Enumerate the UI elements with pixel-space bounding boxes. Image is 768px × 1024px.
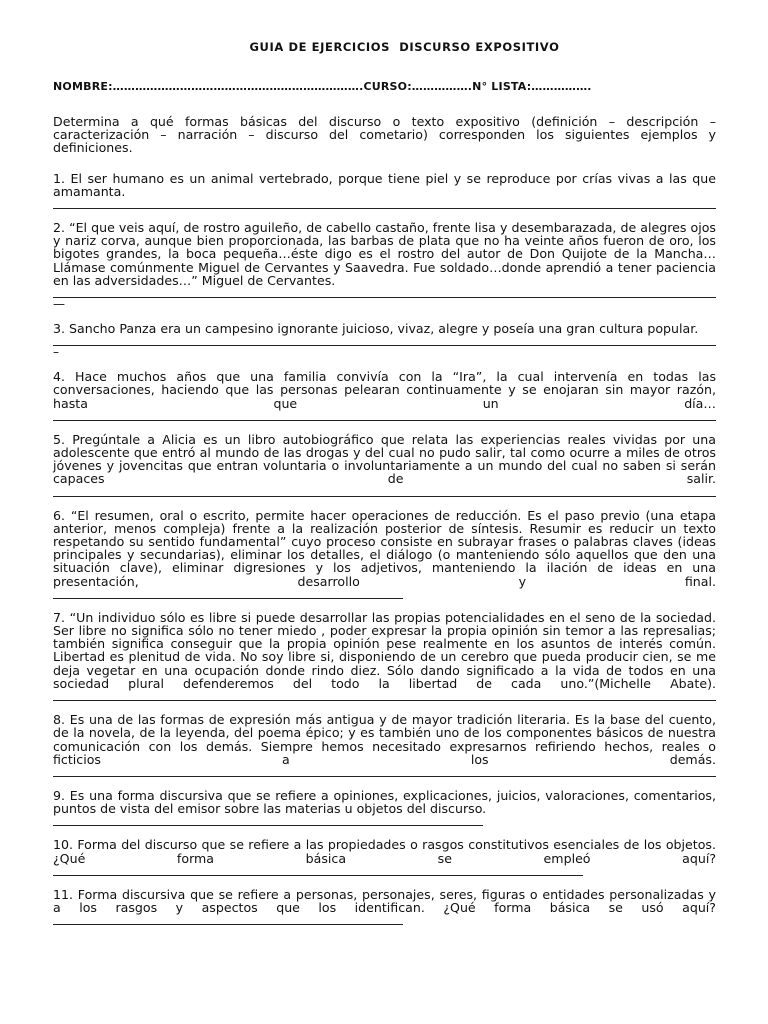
answer-line[interactable] [53,410,716,421]
question-text: 10. Forma del discurso que se refiere a las propiedades o rasgos constitutivos esenciales de los objetos. ¿Qué forma básica se empleó aquí? [53,837,716,866]
answer-line[interactable] [53,486,716,497]
question-text: 1. El ser humano es un animal vertebrado, porque tiene piel y se reproduce por crías vivas a las que amamanta. [53,170,716,199]
question-text: 9. Es una forma discursiva que se refiere a opiniones, explicaciones, juicios, valoraciones, comentarios, puntos de vista del emisor sobre las materias u objetos del discurso. [53,787,716,817]
question-text: 6. “El resumen, oral o escrito, permite hacer operaciones de reducción. Es el paso previo (una etapa anterior, menos compleja) frente a la realización posterior de síntesis. Resumir es reducir un texto respetando su sentido fundamental” cuyo proceso consiste en subrayar frases o palabras claves (ideas principales y secundarias), eliminar los detalles, el diálogo (o manteniendo sólo aquellos que den una situación clave), eliminar digresiones y los adjetivos, manteniendo la ilación de ideas en una presentación, desarrollo y final. [53,507,716,589]
answer-line[interactable] [53,815,483,826]
question-7 [53,611,716,701]
page-title: GUIA DE EJERCICIOS DISCURSO EXPOSITIVO [249,40,560,54]
answer-line-continuation: — [53,297,65,312]
question-text: 8. Es una de las formas de expresión más antigua y de mayor tradición literaria. Es la base del cuento, de la novela, de la leyenda, del poema épico; y es también uno de los componentes básicos de nuestra comunicación con los demás. Siempre hemos necesitado expresarnos refiriendo hechos, reales o ficticios a los demás. [53,712,716,767]
question-9 [53,789,716,826]
answer-line[interactable] [53,335,716,346]
question-4 [53,370,716,421]
question-text: 5. Pregúntale a Alicia es un libro autobiográfico que relata las experiencias reales vividas por una adolescente que entró al mundo de las drogas y del cual no pudo salir, tal como ocurre a miles de otros jóvenes y jovencitas que entran voluntaria o involuntariamente a un mundo del cual no saben si serán capaces de salir. [53,431,716,487]
answer-line[interactable] [53,766,716,777]
question-6 [53,509,716,599]
answer-line[interactable] [53,690,716,701]
question-1 [53,172,716,209]
student-info-line: NOMBRE:………………………………………………………….CURSO:…………….N° LISTA:……………. [53,80,592,93]
question-text: 2. “El que veis aquí, de rostro aguileño, de cabello castaño, frente lisa y desembarazada, de alegres ojos y nariz corva, aunque bien proporcionada, las barbas de plata que no ha veinte años fueron de oro, los bigotes grandes, la boca pequeña…éste digo es el rostro del autor de Don Quijote de la Mancha… Llámase comúnmente Miguel de Cervantes y Saavedra. Fue soldado…donde aprendió a tener paciencia en las adversidades…” Miguel de Cervantes. [53,220,716,288]
question-2 [53,221,716,310]
answer-line[interactable] [53,198,716,209]
question-5 [53,433,716,497]
answer-line-continuation: – [53,345,59,360]
question-text: 3. Sancho Panza era un campesino ignorante juicioso, vivaz, alegre y poseía una gran cultura popular. [53,321,699,337]
question-text: 4. Hace muchos años que una familia convivía con la “Ira”, la cual intervenía en todas las conversaciones, haciendo que las personas pelearan continuamente y se enojaran sin mayor razón, hasta que un día… [53,369,716,411]
question-8 [53,713,716,777]
answer-line[interactable] [53,287,716,298]
question-text: 7. “Un individuo sólo es libre si puede desarrollar las propias potencialidades en el seno de la sociedad. Ser libre no significa sólo no tener miedo , poder expresar la propia opinión sin temor a las represalias; también significa conseguir que la propia opinión pese realmente en los asuntos de interés común. Libertad es plenitud de vida. No soy libre si, disponiendo de un cerebro que pueda producir cien, se me deja vegetar en una ocupación donde rindo diez. Sólo dando significado a la vida de todos en una sociedad plural defenderemos del todo la libertad de cada uno.”(Michelle Abate). [53,609,716,691]
answer-line[interactable] [53,865,583,876]
question-11 [53,888,716,925]
instructions: Determina a qué formas básicas del discurso o texto expositivo (definición – descripción – caracterización – narración – discurso del cometario) corresponden los siguientes ejemplos y definiciones. [53,114,716,156]
answer-line[interactable] [53,914,403,925]
question-10 [53,838,716,875]
question-3 [53,322,716,358]
question-text: 11. Forma discursiva que se refiere a personas, personajes, seres, figuras o entidades personalizadas y a los rasgos y aspectos que los identifican. ¿Qué forma básica se usó aquí? [53,886,716,915]
answer-line[interactable] [53,588,403,599]
